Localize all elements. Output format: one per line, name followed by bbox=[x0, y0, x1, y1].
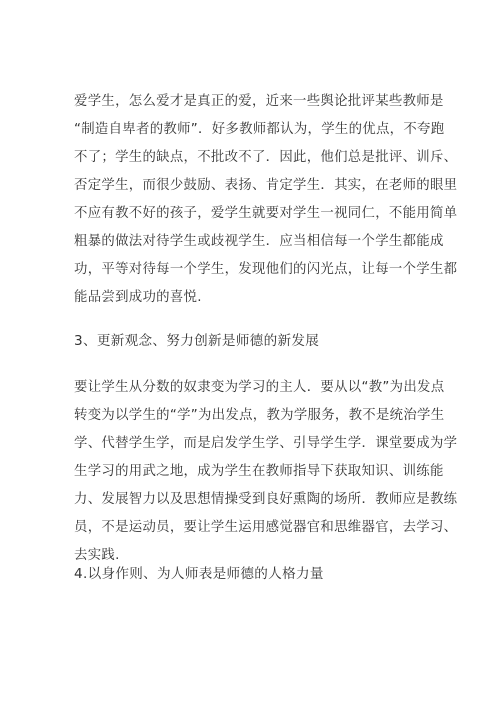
paragraph-line: 生学习的用武之地，成为学生在教师指导下获取知识、训练能 bbox=[74, 464, 444, 479]
paragraph-line: 转变为以学生的“学”为出发点，教为学服务，教不是统治学生 bbox=[74, 408, 445, 423]
paragraph-students-as-masters bbox=[74, 374, 458, 570]
paragraph-line: 能品尝到成功的喜悦. bbox=[74, 290, 202, 305]
section-heading-3: 3、更新观念、努力创新是师德的新发展 bbox=[74, 333, 320, 349]
paragraph-line: 员，不是运动员，要让学生运用感觉器官和思维器官，去学习、 bbox=[74, 520, 458, 535]
paragraph-line: 学、代替学生学，而是启发学生学、引导学生学．课堂要成为学 bbox=[74, 436, 458, 451]
section-heading-4: 4.以身作则、为人师表是师德的人格力量 bbox=[74, 566, 324, 582]
paragraph-line: 功，平等对待每一个学生，发现他们的闪光点，让每一个学生都 bbox=[74, 262, 458, 277]
paragraph-love-students bbox=[74, 88, 458, 312]
paragraph-line: 不了；学生的缺点，不批改不了．因此，他们总是批评、训斥、 bbox=[74, 150, 458, 165]
paragraph-line: 要让学生从分数的奴隶变为学习的主人．要从以“教”为出发点 bbox=[74, 380, 445, 395]
paragraph-line: 不应有教不好的孩子，爱学生就要对学生一视同仁，不能用简单 bbox=[74, 206, 458, 221]
paragraph-line: 否定学生，而很少鼓励、表扬、肯定学生．其实，在老师的眼里 bbox=[74, 178, 458, 193]
paragraph-line: 爱学生，怎么爱才是真正的爱，近来一些舆论批评某些教师是 bbox=[74, 94, 444, 109]
paragraph-line: 粗暴的做法对待学生或歧视学生．应当相信每一个学生都能成 bbox=[74, 234, 444, 249]
paragraph-line: 去实践. bbox=[74, 548, 120, 563]
paragraph-line: “制造自卑者的教师”．好多教师都认为，学生的优点，不夸跑 bbox=[74, 122, 445, 137]
paragraph-line: 力、发展智力以及思想情操受到良好熏陶的场所．教师应是教练 bbox=[74, 492, 458, 507]
